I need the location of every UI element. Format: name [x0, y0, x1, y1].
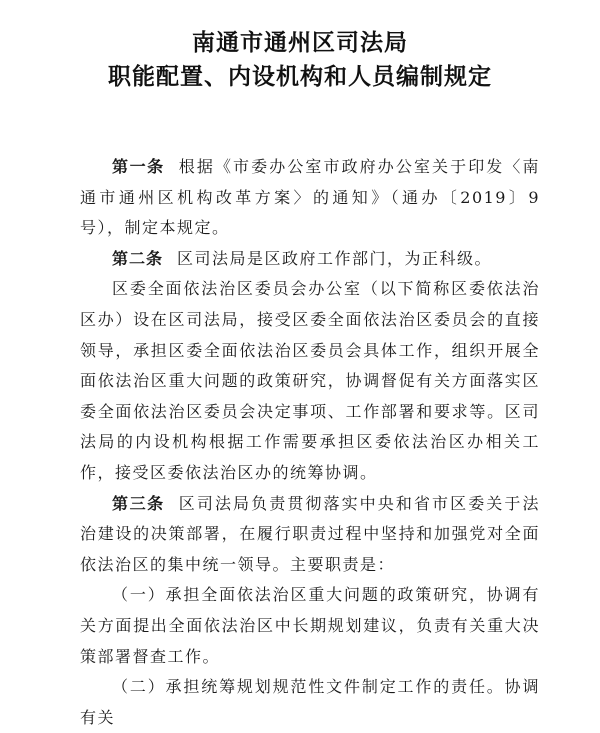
article-3-label: 第三条 — [112, 493, 165, 513]
article-2-paragraph — [80, 244, 540, 275]
article-2-text: 区司法局是区政府工作部门，为正科级。 — [177, 248, 493, 268]
document-title — [60, 26, 540, 94]
title-line-2: 职能配置、内设机构和人员编制规定 — [108, 64, 492, 90]
duty-2-text: （二）承担统筹规划规范性文件制定工作的责任。协调有关 — [80, 677, 540, 727]
document-body — [80, 152, 540, 733]
duty-1-text: （一）承担全面依法治区重大问题的政策研究，协调有关方面提出全面依法治区中长期规划建议，负责有关重大决策部署督查工作。 — [80, 585, 540, 666]
article-3-text: 区司法局负责贯彻落实中央和省市区委关于法治建设的决策部署，在履行职责过程中坚持和加强党对全面依法治区的集中统一领导。主要职责是： — [80, 493, 540, 574]
article-2-detail-text: 区委全面依法治区委员会办公室（以下简称区委依法治区办）设在区司法局，接受区委全面依法治区委员会的直接领导，承担区委全面依法治区委员会具体工作，组织开展全面依法治区重大问题的政策研究，协调督促有关方面落实区委全面依法治区委员会决定事项、工作部署和要求等。区司法局的内设机构根据工作需要承担区委依法治区办相关工作，接受区委依法治区办的统筹协调。 — [80, 279, 540, 482]
duty-2-paragraph — [80, 672, 540, 733]
article-2-detail-paragraph — [80, 274, 540, 488]
article-2-label: 第二条 — [112, 248, 164, 268]
article-1-label: 第一条 — [112, 157, 165, 176]
article-3-paragraph — [80, 489, 540, 581]
article-1-paragraph — [80, 152, 540, 244]
title-line-1: 南通市通州区司法局 — [192, 30, 408, 56]
article-1-text: 根据《市委办公室市政府办公室关于印发〈南通市通州区机构改革方案〉的通知》（通办〔2019〕9号），制定本规定。 — [80, 157, 540, 238]
duty-1-paragraph — [80, 580, 540, 672]
